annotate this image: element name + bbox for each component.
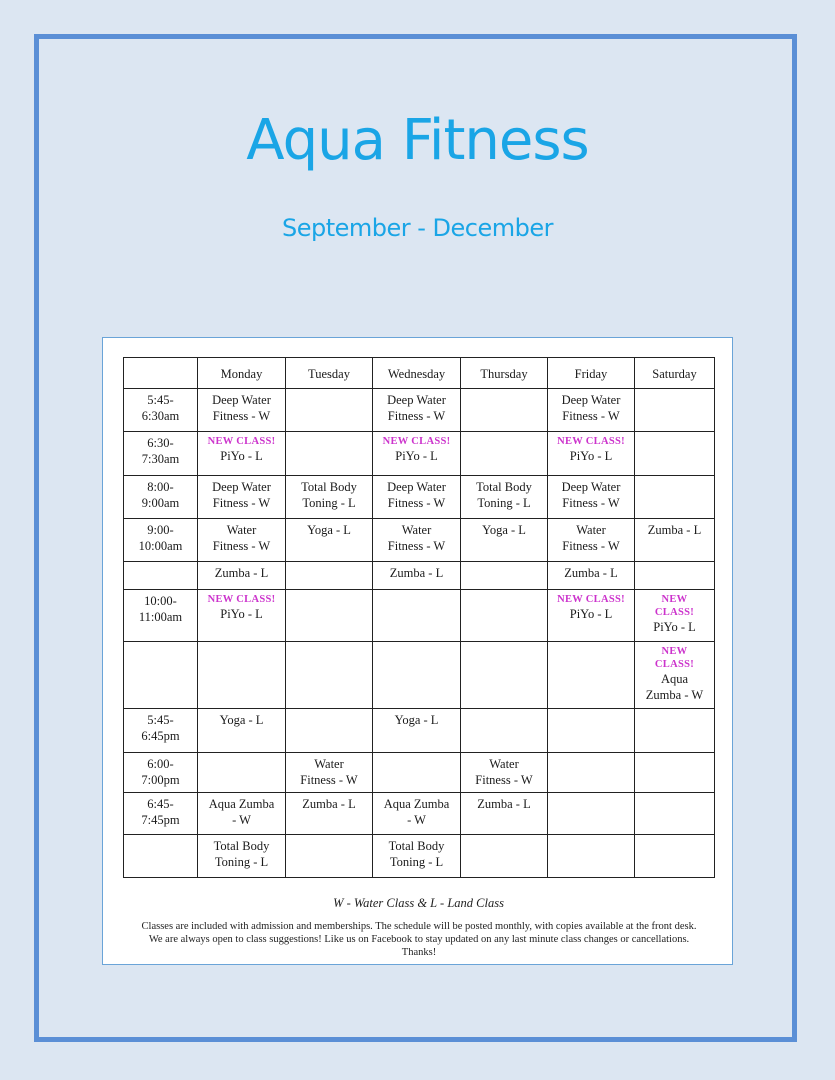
class-cell	[286, 835, 373, 878]
class-name: Total Body Toning - L	[213, 839, 270, 869]
class-name: Zumba - L	[389, 566, 444, 580]
class-cell	[548, 793, 635, 835]
new-class-badge: NEW CLASS!	[557, 594, 625, 605]
class-cell	[198, 642, 286, 709]
class-cell	[286, 590, 373, 642]
day-header: Wednesday	[373, 358, 461, 389]
class-name: Water Fitness - W	[475, 757, 533, 787]
class-name: Deep Water Fitness - W	[387, 480, 446, 510]
time-cell	[124, 835, 198, 878]
class-cell	[373, 835, 461, 878]
day-header: Tuesday	[286, 358, 373, 389]
class-name: Aqua Zumba - W	[208, 797, 275, 827]
class-name: Zumba - L	[214, 566, 269, 580]
new-class-badge: NEW CLASS!	[207, 436, 276, 447]
class-name: Water Fitness - W	[387, 523, 446, 553]
time-cell: 5:45- 6:30am	[124, 389, 198, 432]
class-cell	[198, 562, 286, 590]
class-cell	[198, 753, 286, 793]
class-name: Yoga - L	[307, 523, 351, 537]
day-header: Monday	[198, 358, 286, 389]
class-name: PiYo - L	[220, 449, 263, 463]
class-name: PiYo - L	[653, 620, 696, 634]
day-header: Thursday	[461, 358, 548, 389]
class-cell	[461, 753, 548, 793]
class-name: Zumba - L	[477, 797, 531, 811]
time-cell: 9:00- 10:00am	[124, 519, 198, 562]
class-name: Water Fitness - W	[562, 523, 620, 553]
class-name: Yoga - L	[219, 713, 264, 727]
class-name: Yoga - L	[482, 523, 526, 537]
class-cell	[286, 753, 373, 793]
schedule-row	[124, 432, 715, 476]
schedule-row	[124, 835, 715, 878]
page-subtitle: September - December	[281, 214, 554, 242]
new-class-badge: NEW CLASS!	[654, 594, 695, 618]
class-cell	[373, 562, 461, 590]
time-cell	[124, 562, 198, 590]
class-cell	[286, 793, 373, 835]
class-cell	[635, 590, 715, 642]
class-cell	[198, 793, 286, 835]
day-header: Saturday	[635, 358, 715, 389]
class-name: Total Body Toning - L	[476, 480, 532, 510]
class-cell	[198, 709, 286, 753]
class-cell	[635, 476, 715, 519]
footnote: Classes are included with admission and memberships. The schedule will be posted monthly, with copies available at the front desk. We are always open to class suggestions! Like us on Facebook to stay updated on any last minute class changes or cancellations. Thanks!	[141, 921, 697, 958]
class-name: PiYo - L	[395, 449, 438, 463]
class-name: Zumba - L	[647, 523, 702, 537]
class-cell	[198, 590, 286, 642]
class-name: Zumba - L	[302, 797, 356, 811]
class-name: Yoga - L	[394, 713, 439, 727]
class-cell	[286, 519, 373, 562]
class-cell	[548, 835, 635, 878]
schedule-row	[124, 519, 715, 562]
day-header: Friday	[548, 358, 635, 389]
time-cell: 6:00- 7:00pm	[124, 753, 198, 793]
class-cell	[548, 753, 635, 793]
class-cell	[461, 432, 548, 476]
class-cell	[373, 389, 461, 432]
class-cell	[373, 642, 461, 709]
time-cell: 8:00- 9:00am	[124, 476, 198, 519]
page-title: Aqua Fitness	[246, 108, 589, 173]
schedule-table	[123, 357, 715, 878]
class-cell	[548, 642, 635, 709]
schedule-row	[124, 562, 715, 590]
class-cell	[373, 432, 461, 476]
class-cell	[461, 642, 548, 709]
new-class-badge: NEW CLASS!	[382, 436, 451, 447]
class-name: Deep Water Fitness - W	[212, 480, 271, 510]
time-cell: 10:00- 11:00am	[124, 590, 198, 642]
class-cell	[635, 835, 715, 878]
class-cell	[461, 562, 548, 590]
class-cell	[286, 432, 373, 476]
new-class-badge: NEW CLASS!	[654, 646, 695, 670]
class-cell	[461, 590, 548, 642]
class-cell	[286, 562, 373, 590]
schedule-body	[124, 389, 715, 878]
class-cell	[548, 562, 635, 590]
class-cell	[286, 389, 373, 432]
class-cell	[286, 476, 373, 519]
legend: W - Water Class & L - Land Class	[333, 896, 504, 910]
class-cell	[373, 793, 461, 835]
class-cell	[635, 519, 715, 562]
class-cell	[548, 476, 635, 519]
schedule-card	[102, 337, 733, 965]
class-cell	[461, 793, 548, 835]
class-cell	[461, 476, 548, 519]
time-cell	[124, 642, 198, 709]
class-cell	[198, 476, 286, 519]
class-name: Deep Water Fitness - W	[387, 393, 446, 423]
schedule-row	[124, 476, 715, 519]
class-cell	[373, 709, 461, 753]
header-corner	[124, 358, 198, 389]
schedule-row	[124, 753, 715, 793]
schedule-row	[124, 590, 715, 642]
class-cell	[635, 562, 715, 590]
class-cell	[461, 835, 548, 878]
class-name: Aqua Zumba - W	[645, 672, 704, 702]
class-name: PiYo - L	[569, 449, 613, 463]
class-cell	[198, 432, 286, 476]
class-cell	[373, 753, 461, 793]
class-cell	[635, 432, 715, 476]
class-cell	[548, 389, 635, 432]
class-name: Aqua Zumba - W	[383, 797, 450, 827]
class-name: Water Fitness - W	[212, 523, 271, 553]
new-class-badge: NEW CLASS!	[207, 594, 276, 605]
class-cell	[635, 709, 715, 753]
class-cell	[548, 709, 635, 753]
class-name: Water Fitness - W	[300, 757, 358, 787]
class-cell	[373, 519, 461, 562]
class-cell	[286, 709, 373, 753]
class-cell	[635, 753, 715, 793]
class-name: PiYo - L	[569, 607, 613, 621]
schedule-row	[124, 709, 715, 753]
class-cell	[461, 709, 548, 753]
class-cell	[373, 590, 461, 642]
class-cell	[635, 642, 715, 709]
schedule-header-row	[124, 358, 715, 389]
class-name: Total Body Toning - L	[388, 839, 445, 869]
schedule-row	[124, 793, 715, 835]
class-cell	[461, 519, 548, 562]
class-cell	[548, 519, 635, 562]
class-cell	[198, 519, 286, 562]
class-cell	[286, 642, 373, 709]
class-name: Deep Water Fitness - W	[561, 480, 621, 510]
class-cell	[198, 389, 286, 432]
time-cell: 6:45- 7:45pm	[124, 793, 198, 835]
class-cell	[373, 476, 461, 519]
class-name: Deep Water Fitness - W	[212, 393, 271, 423]
class-cell	[548, 590, 635, 642]
new-class-badge: NEW CLASS!	[557, 436, 625, 447]
schedule-row	[124, 642, 715, 709]
time-cell: 5:45- 6:45pm	[124, 709, 198, 753]
class-name: Deep Water Fitness - W	[561, 393, 621, 423]
time-cell: 6:30- 7:30am	[124, 432, 198, 476]
schedule-row	[124, 389, 715, 432]
class-cell	[198, 835, 286, 878]
class-cell	[548, 432, 635, 476]
class-name: Zumba - L	[564, 566, 618, 580]
class-cell	[635, 389, 715, 432]
class-cell	[635, 793, 715, 835]
class-name: Total Body Toning - L	[301, 480, 357, 510]
class-cell	[461, 389, 548, 432]
class-name: PiYo - L	[220, 607, 263, 621]
